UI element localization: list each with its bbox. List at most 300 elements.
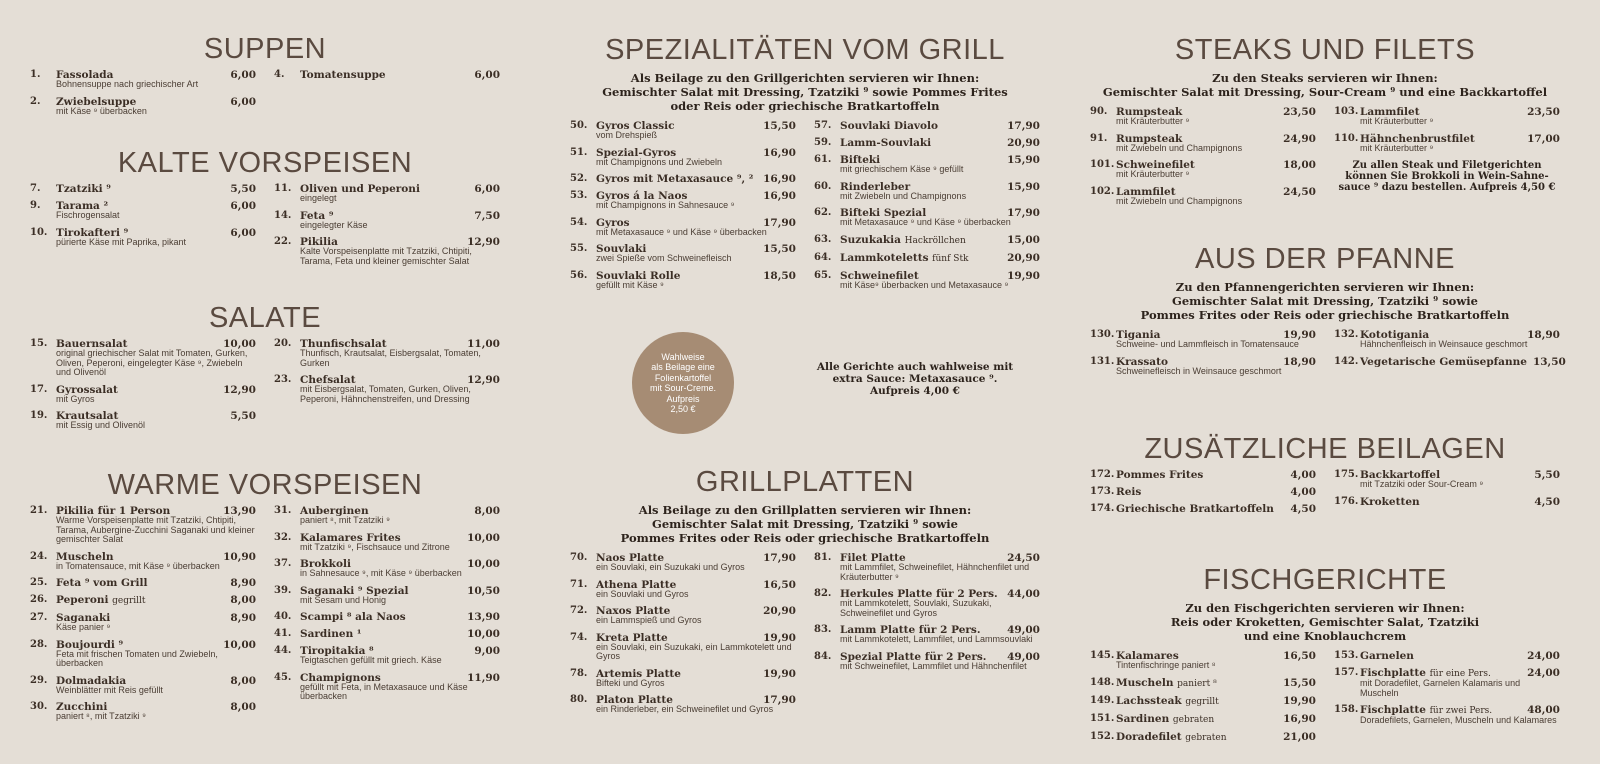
menu-item <box>1334 651 1560 661</box>
item-name-wrap <box>1116 696 1219 707</box>
item-body <box>300 533 500 553</box>
item-description: eingelegter Käse <box>300 219 368 230</box>
item-price: 24,00 <box>1527 650 1560 662</box>
menu-item <box>30 70 256 90</box>
item-name-wrap <box>596 174 753 184</box>
item-body <box>1360 668 1560 698</box>
item-body <box>56 411 256 431</box>
item-name: Schweinefilet <box>1116 159 1195 171</box>
menu-item <box>1090 160 1316 180</box>
item-body <box>596 271 796 291</box>
item-body <box>1116 187 1316 207</box>
item-description: Schweine- und Lammfleisch in Tomatensauce <box>1116 339 1299 349</box>
item-description: mit Kräuterbutter ⁹ <box>1360 116 1434 126</box>
item-description: Käse panier ⁹ <box>56 622 111 632</box>
item-body <box>300 612 500 622</box>
item-name: Platon Platte <box>596 694 673 706</box>
menu-item <box>274 237 500 266</box>
item-number: 26. <box>30 594 48 605</box>
item-body <box>56 70 256 90</box>
item-head <box>596 148 796 158</box>
menu-item <box>274 339 500 368</box>
item-number: 60. <box>814 180 832 192</box>
item-number: 148. <box>1090 676 1115 688</box>
item-name: Tomatensuppe <box>300 69 386 81</box>
item-name-wrap <box>56 385 118 395</box>
item-description: Schweinefleisch in Weinsauce geschmort <box>1116 365 1282 376</box>
menu-item <box>30 640 256 669</box>
menu-item <box>570 669 796 689</box>
menu-item <box>274 506 500 526</box>
item-name-wrap <box>1116 187 1176 197</box>
item-name: Feta ⁹ vom Grill <box>56 577 148 589</box>
item-name-wrap <box>840 138 931 148</box>
item-price: 5,50 <box>1534 469 1560 481</box>
menu-item <box>570 553 796 573</box>
item-inline-note: für zwei Pers. <box>1429 706 1493 716</box>
item-name: Hähnchenbrustfilet <box>1360 132 1475 145</box>
item-body <box>300 646 500 666</box>
item-head <box>1116 487 1316 497</box>
item-head <box>300 586 500 596</box>
item-head <box>596 174 796 184</box>
item-price: 8,00 <box>230 701 256 713</box>
menu-item <box>1334 330 1560 350</box>
item-name: Krautsalat <box>56 410 119 422</box>
item-head <box>56 595 256 606</box>
item-body <box>56 640 256 669</box>
item-head <box>300 70 500 80</box>
item-head <box>596 580 796 590</box>
item-name: Oliven und Peperoni <box>300 183 420 195</box>
menu-item <box>1090 651 1316 671</box>
menu-item <box>814 253 1040 264</box>
item-body <box>56 595 256 606</box>
item-name: Gyros mit Metaxasauce ⁹, ² <box>596 173 754 185</box>
item-name: Bifteki <box>840 154 881 166</box>
item-price: 18,50 <box>763 269 796 282</box>
section-grillplatten <box>570 465 1040 722</box>
item-name-wrap <box>1116 714 1214 725</box>
item-body <box>300 184 500 204</box>
item-body <box>300 237 500 266</box>
item-price: 8,90 <box>230 612 256 624</box>
item-body <box>1116 330 1316 350</box>
item-description: Tintenfischringe paniert ⁸ <box>1116 660 1216 670</box>
item-description: mit Lammkotelett, Souvlaki, Suzukaki, Schweinefilet und Gyros <box>840 598 992 618</box>
menu-item <box>30 201 256 221</box>
item-number: 10. <box>30 226 48 238</box>
item-name: Peperoni <box>56 594 109 606</box>
menu-item <box>274 586 500 606</box>
item-name: Fischplatte <box>1360 704 1426 716</box>
item-body <box>840 553 1040 582</box>
item-body <box>300 339 500 368</box>
menu-item <box>274 559 500 579</box>
item-head <box>596 218 796 228</box>
item-name: Filet Platte <box>840 552 906 564</box>
menu-item <box>30 228 256 248</box>
item-number: 151. <box>1090 712 1115 724</box>
item-number: 152. <box>1090 730 1115 742</box>
item-body <box>840 625 1040 645</box>
item-name: Fassolada <box>56 69 114 81</box>
item-name-wrap <box>300 673 381 683</box>
menu-item <box>274 673 500 702</box>
item-number: 20. <box>274 338 292 349</box>
menu-item <box>1090 357 1316 377</box>
menu-item <box>814 182 1040 202</box>
item-number: 40. <box>274 611 292 622</box>
item-name-wrap <box>56 552 114 562</box>
item-body <box>56 201 256 221</box>
item-name: Vegetarische Gemüsepfanne <box>1360 355 1527 368</box>
section-title: GRILLPLATTEN <box>695 466 915 498</box>
item-price: 19,90 <box>1007 269 1040 282</box>
menu-item <box>1090 134 1316 154</box>
item-price: 17,90 <box>763 552 796 564</box>
item-price: 11,00 <box>467 338 500 350</box>
item-description: mit Metaxasauce ⁹ und Käse ⁹ überbacken <box>840 217 1011 227</box>
menu-item <box>570 606 796 626</box>
item-head <box>840 235 1040 246</box>
item-number: 172. <box>1090 469 1115 480</box>
item-number: 61. <box>814 154 832 165</box>
item-head <box>840 121 1040 131</box>
item-name: Muscheln <box>56 550 114 563</box>
item-description: ein Souvlaki, ein Suzukaki, ein Lammkotelett und Gyros <box>596 641 792 661</box>
menu-item <box>814 121 1040 131</box>
item-number: 65. <box>814 269 832 281</box>
menu-item <box>814 271 1040 291</box>
menu-item <box>1334 134 1560 154</box>
item-description: eingelegt <box>300 193 337 203</box>
extra-sauce-note: Alle Gerichte auch wahlweise mit extra Sauce: Metaxasauce ⁹. Aufpreis 4,00 € <box>816 361 1014 397</box>
item-number: 74. <box>570 631 588 643</box>
item-number: 4. <box>274 69 285 80</box>
item-head <box>300 533 500 543</box>
item-price: 5,50 <box>230 410 256 422</box>
section-intro: Zu den Pfannengerichten servieren wir Ihnen: Gemischter Salat mit Dressing, Tzatziki ⁹ sowie Pommes Frites oder Reis oder griechische Bratkartoffeln <box>1140 280 1510 322</box>
item-number: 57. <box>814 120 832 131</box>
item-name-wrap <box>1116 470 1203 480</box>
item-name: Kalamares Frites <box>300 531 401 544</box>
item-name-wrap <box>1116 732 1227 743</box>
item-description: mit Gyros <box>56 393 95 404</box>
item-price: 4,50 <box>1534 495 1560 508</box>
item-number: 7. <box>30 183 41 194</box>
item-number: 90. <box>1090 106 1108 117</box>
item-body <box>1360 705 1560 726</box>
item-name: Saganaki ⁹ Spezial <box>300 584 409 597</box>
item-number: 59. <box>814 137 832 148</box>
item-description: Weinblätter mit Reis gefüllt <box>56 684 163 695</box>
item-name-wrap <box>1360 651 1414 661</box>
item-body <box>1116 504 1316 514</box>
menu-item <box>1090 714 1316 725</box>
item-head <box>840 182 1040 192</box>
item-price: 49,00 <box>1007 650 1040 663</box>
item-number: 157. <box>1334 667 1359 678</box>
item-number: 37. <box>274 558 292 569</box>
menu-item <box>570 148 796 168</box>
item-description: paniert ⁸, mit Tzatziki ⁹ <box>300 515 391 525</box>
item-price: 17,90 <box>763 694 796 706</box>
item-number: 51. <box>570 146 588 158</box>
menu-item <box>30 552 256 572</box>
item-name: Herkules Platte für 2 Pers. <box>840 588 998 600</box>
item-head <box>1116 357 1316 367</box>
item-price: 16,90 <box>763 146 796 159</box>
item-price: 20,90 <box>1007 251 1040 264</box>
item-head <box>1116 470 1316 480</box>
section-warme-vorspeisen <box>30 468 500 729</box>
item-number: 56. <box>570 269 588 281</box>
item-price: 8,00 <box>230 594 256 606</box>
menu-column-right <box>1090 0 1566 764</box>
item-price: 10,50 <box>467 584 500 597</box>
item-head <box>1116 714 1316 725</box>
item-number: 54. <box>570 216 588 228</box>
menu-item <box>570 695 796 715</box>
item-name: Schweinefilet <box>840 269 919 282</box>
item-description: mit Käse⁹ überbacken und Metaxasauce ⁹ <box>840 279 1009 290</box>
section-intro: Als Beilage zu den Grillgerichten servieren wir Ihnen: Gemischter Salat mit Dressing, Tzatziki ⁹ sowie Pommes Frites oder Reis oder griechische Bratkartoffeln <box>602 71 1008 113</box>
menu-item <box>274 533 500 553</box>
item-description: mit Kräuterbutter ⁹ <box>1360 142 1434 153</box>
menu-item <box>570 121 796 141</box>
item-name: Scampi ⁸ ala Naos <box>300 611 406 623</box>
item-body <box>1116 678 1316 689</box>
item-price: 15,00 <box>1007 233 1040 246</box>
menu-item <box>570 633 796 662</box>
item-description: mit Käse ⁹ überbacken <box>56 105 147 116</box>
item-description: mit Doradefilet, Garnelen Kalamaris und Muscheln <box>1360 678 1521 698</box>
item-body <box>56 97 256 117</box>
item-body <box>56 578 256 588</box>
item-body <box>1116 714 1316 725</box>
item-number: 153. <box>1334 650 1359 661</box>
item-number: 25. <box>30 577 48 588</box>
section-title: ZUSÄTZLICHE BEILAGEN <box>1144 433 1506 465</box>
item-number: 174. <box>1090 503 1115 514</box>
item-head <box>300 612 500 622</box>
item-name-wrap <box>1116 678 1217 689</box>
item-description: zwei Spieße vom Schweinefleisch <box>596 253 732 263</box>
item-number: 52. <box>570 173 588 184</box>
item-description: in Tomatensauce, mit Käse ⁹ überbacken <box>56 560 220 571</box>
item-price: 19,90 <box>1283 694 1316 707</box>
item-body <box>1116 470 1316 480</box>
item-body <box>300 506 500 526</box>
item-name-wrap <box>56 676 126 686</box>
item-name-wrap <box>840 121 938 131</box>
item-body <box>1116 651 1316 671</box>
item-name: Kreta Platte <box>596 631 668 644</box>
item-number: 17. <box>30 383 48 395</box>
item-name: Boujourdi ⁹ <box>56 638 124 651</box>
item-description: Hähnchenfleisch in Weinsauce geschmort <box>1360 339 1528 349</box>
item-name: Sardinen <box>1116 712 1170 725</box>
menu-item <box>1090 107 1316 127</box>
item-number: 101. <box>1090 159 1115 170</box>
item-number: 44. <box>274 645 292 656</box>
item-head <box>300 629 500 639</box>
item-name: Dolmadakia <box>56 674 127 687</box>
item-price: 10,00 <box>467 628 500 640</box>
item-name: Tigania <box>1116 329 1161 341</box>
item-price: 18,00 <box>1283 159 1316 171</box>
item-name: Backkartoffel <box>1360 469 1441 481</box>
section-title: WARME VORSPEISEN <box>107 469 423 501</box>
item-price: 10,90 <box>223 550 256 563</box>
item-head <box>840 253 1040 264</box>
menu-item <box>814 625 1040 645</box>
item-number: 27. <box>30 612 48 623</box>
item-description: ein Souvlaki und Gyros <box>596 588 689 599</box>
item-name: Lamm Platte für 2 Pers. <box>840 624 981 636</box>
item-head <box>1360 497 1560 507</box>
item-name-wrap <box>840 271 919 281</box>
item-name-wrap <box>1116 357 1168 367</box>
menu-item <box>570 271 796 291</box>
item-description: ein Lammspieß und Gyros <box>596 615 702 625</box>
item-price: 17,90 <box>763 216 796 229</box>
item-name: Champignons <box>300 671 381 684</box>
item-number: 53. <box>570 190 588 201</box>
item-name-wrap <box>300 533 401 543</box>
item-name: Lammkoteletts <box>840 251 929 264</box>
item-name-wrap <box>840 652 986 662</box>
item-name: Fischplatte <box>1360 667 1426 679</box>
item-body <box>1116 732 1316 743</box>
item-number: 41. <box>274 628 292 639</box>
item-number: 158. <box>1334 704 1359 715</box>
item-number: 64. <box>814 251 832 263</box>
item-name: Tirokafteri ⁹ <box>56 226 129 239</box>
item-name: Souvlaki <box>596 243 647 255</box>
item-body <box>596 244 796 264</box>
item-name: Pikilia für 1 Person <box>56 505 171 517</box>
item-number: 30. <box>30 701 48 712</box>
item-number: 81. <box>814 552 832 563</box>
item-number: 32. <box>274 531 292 543</box>
menu-item <box>1090 696 1316 707</box>
item-body <box>56 676 256 696</box>
item-head <box>56 97 256 107</box>
item-number: 14. <box>274 209 292 221</box>
menu-item <box>30 411 256 431</box>
item-number: 80. <box>570 694 588 705</box>
item-description: mit Essig und Olivenöl <box>56 420 146 430</box>
item-price: 11,90 <box>467 671 500 684</box>
item-number: 22. <box>274 236 292 247</box>
item-name: Feta ⁹ <box>300 209 334 222</box>
item-name: Zwiebelsuppe <box>56 95 137 108</box>
menu-item <box>814 553 1040 582</box>
item-number: 110. <box>1334 132 1359 144</box>
section-title: FISCHGERICHTE <box>1203 564 1447 596</box>
item-name: Lachssteak <box>1116 694 1182 707</box>
item-inline-note: gegrillt <box>112 596 146 606</box>
item-head <box>1116 696 1316 707</box>
item-body <box>56 506 256 545</box>
item-head <box>1116 134 1316 144</box>
item-body <box>1360 497 1560 507</box>
item-name: Saganaki <box>56 612 111 624</box>
item-name: Tarama ² <box>56 200 109 212</box>
menu-item <box>30 385 256 405</box>
item-number: 45. <box>274 671 292 683</box>
item-name: Tiropitakia ⁸ <box>300 645 374 657</box>
menu-column-middle <box>570 0 1040 764</box>
item-name: Souvlaki Rolle <box>596 269 681 282</box>
item-number: 24. <box>30 550 48 562</box>
item-name-wrap <box>596 580 676 590</box>
item-price: 15,50 <box>763 120 796 132</box>
item-head <box>596 633 796 643</box>
item-price: 15,90 <box>1007 154 1040 166</box>
item-body <box>300 70 500 80</box>
item-price: 16,50 <box>763 578 796 591</box>
item-inline-note: Hackröllchen <box>904 235 966 246</box>
item-body <box>840 138 1040 148</box>
item-price: 13,90 <box>223 505 256 517</box>
item-body <box>1116 696 1316 707</box>
item-head <box>1116 187 1316 197</box>
menu-item <box>814 138 1040 148</box>
item-name-wrap <box>596 148 676 158</box>
item-head <box>1116 678 1316 689</box>
item-name: Pikilia <box>300 236 338 248</box>
item-body <box>56 184 256 194</box>
item-name: Reis <box>1116 486 1142 498</box>
item-price: 6,00 <box>474 69 500 81</box>
item-body <box>596 553 796 573</box>
item-description: pürierte Käse mit Paprika, pikant <box>56 236 187 247</box>
menu-item <box>1334 668 1560 698</box>
item-number: 82. <box>814 588 832 599</box>
menu-item <box>1090 487 1316 497</box>
item-price: 10,00 <box>467 558 500 570</box>
section-title: SUPPEN <box>203 33 327 65</box>
item-name-wrap <box>596 271 680 281</box>
item-price: 6,00 <box>230 95 256 108</box>
section-intro: Zu den Steaks servieren wir Ihnen: Gemischter Salat mit Dressing, Sour-Cream ⁹ und eine Backkartoffel <box>1102 71 1548 99</box>
item-body <box>840 155 1040 175</box>
item-body <box>840 235 1040 246</box>
item-name-wrap <box>56 97 136 107</box>
item-name-wrap <box>56 578 147 588</box>
menu-item <box>814 652 1040 672</box>
item-number: 91. <box>1090 132 1108 144</box>
item-price: 17,90 <box>1007 207 1040 219</box>
item-number: 55. <box>570 243 588 254</box>
item-price: 24,50 <box>1007 552 1040 564</box>
item-description: mit griechischem Käse ⁹ gefüllt <box>840 164 964 174</box>
item-body <box>1116 107 1316 127</box>
item-number: 173. <box>1090 486 1115 497</box>
item-head <box>840 271 1040 281</box>
item-number: 11. <box>274 183 292 194</box>
item-price: 13,50 <box>1532 355 1566 368</box>
item-head <box>1360 355 1566 368</box>
item-head <box>300 211 500 221</box>
item-name: Krassato <box>1116 355 1168 368</box>
item-name: Rumpsteak <box>1116 106 1183 118</box>
menu-item <box>570 174 796 184</box>
item-body <box>1360 355 1566 368</box>
